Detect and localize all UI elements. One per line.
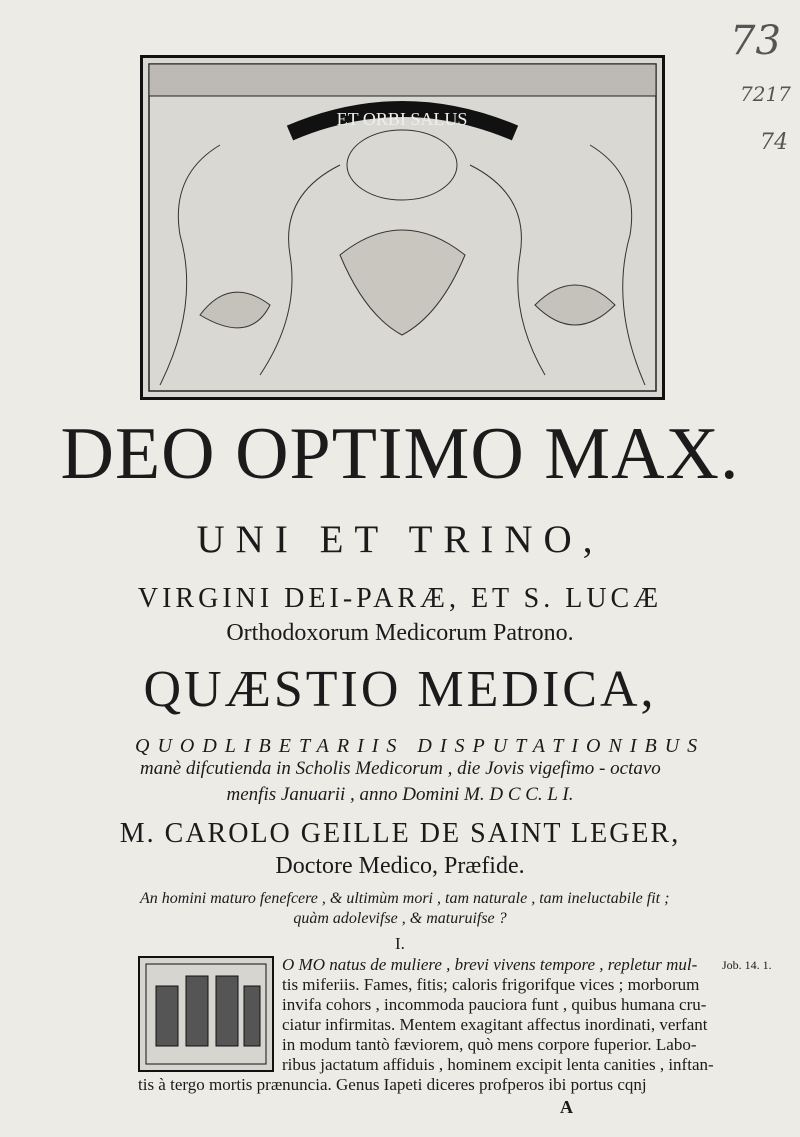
page-title: QUÆSTIO MEDICA, (143, 661, 657, 718)
date-line-2: menfis Januarii , anno Domini M. D C C. L I. (226, 784, 574, 805)
dedication-line-2: Orthodoxorum Medicorum Patrono. (226, 620, 574, 646)
engraving-banner-text: ET ORBI SALUS (336, 109, 468, 129)
margin-reference: Job. 14. 1. (722, 958, 772, 972)
question-line-2: quàm adolevifse , & maturuifse ? (293, 910, 507, 927)
engraved-headpiece (140, 55, 665, 400)
headline: DEO OPTIMO MAX. (60, 413, 740, 495)
signature-mark: A (560, 1097, 573, 1117)
author-role: Doctore Medico, Præfide. (275, 853, 525, 879)
section-number: I. (395, 934, 405, 953)
body-last-line: tis à tergo mortis prænuncia. Genus Iapeti diceres profperos ibi portus cqnj (138, 1075, 647, 1094)
decorated-initial (138, 956, 274, 1072)
quodlibet-line: QUODLIBETARIIS DISPUTATIONIBUS (135, 735, 706, 757)
question-line-1: An homini maturo fenefcere , & ultimùm mori , tam naturale , tam ineluctabile fit ; (140, 890, 670, 907)
margin-handwriting-code: 7217 (740, 82, 791, 106)
body-line: tis miferiis. Fames, fitis; caloris frigorifque vices ; morborum (282, 975, 700, 994)
body-line: in modum tantò fæviorem, quò mens corpore fuperior. Labo- (282, 1035, 697, 1054)
margin-handwriting-code-2: 74 (760, 130, 788, 155)
subhead: UNI ET TRINO, (196, 518, 604, 561)
author-name: M. CAROLO GEILLE DE SAINT LEGER, (119, 818, 681, 849)
body-line: O MO natus de muliere , brevi vivens tempore , repletur mul- (282, 955, 698, 974)
margin-handwriting-number: 73 (730, 18, 781, 64)
body-line: invifa cohors , incommoda pauciora funt , quibus humana cru- (282, 995, 707, 1014)
body-line: ribus jactatum affiduis , hominem excipit lenta canities , inftan- (282, 1055, 714, 1074)
body-line: ciatur infirmitas. Mentem exagitant affectus inordinati, verfant (282, 1015, 708, 1034)
dedication-line-1: VIRGINI DEI-PARÆ, ET S. LUCÆ (137, 583, 663, 614)
date-line-1: manè difcutienda in Scholis Medicorum , die Jovis vigefimo - octavo (140, 758, 661, 779)
